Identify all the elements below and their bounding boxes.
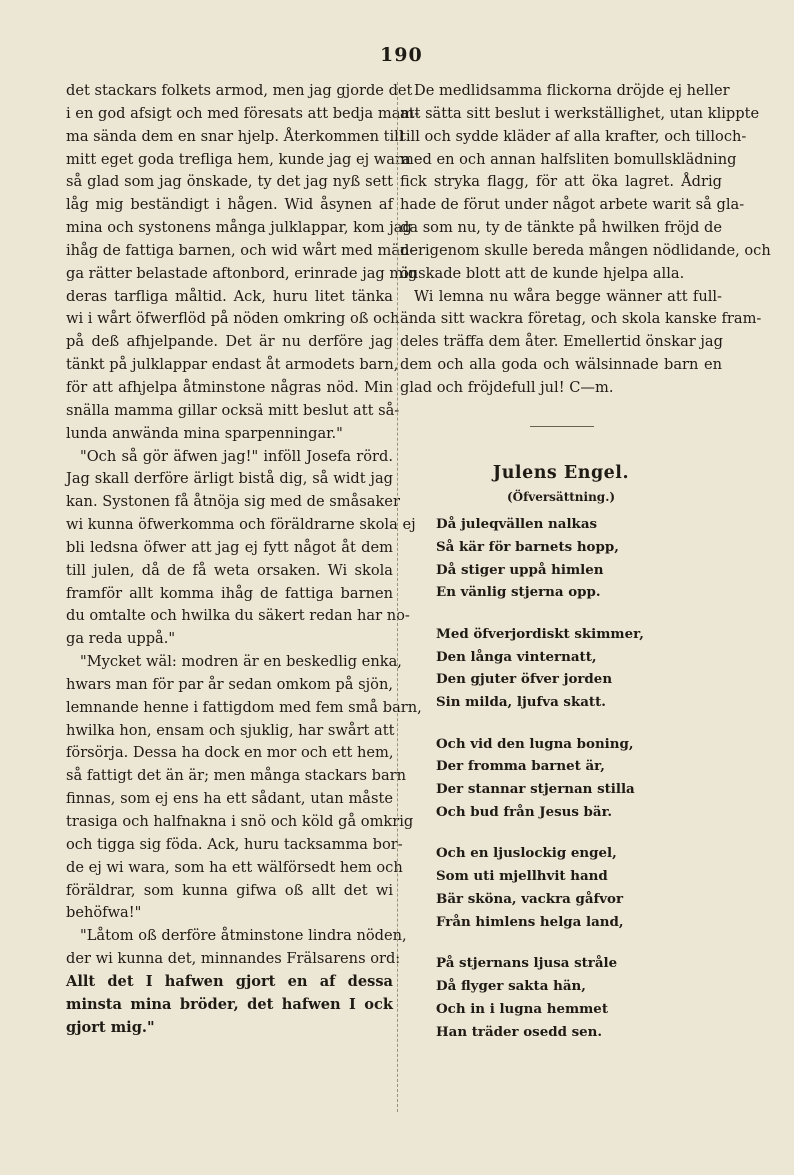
text-line: minsta mina bröder, det hafwen I ock (66, 995, 393, 1013)
poem-subtitle: (Öfversättning.) (506, 490, 616, 504)
text-line: "Låtom oß derföre åtminstone lindra nöden, (80, 927, 407, 945)
column-divider (397, 82, 398, 1112)
text-line: ga reda uppå." (66, 630, 176, 648)
poem (436, 513, 726, 1062)
text-line: du omtalte och hwilka du säkert redan har no- (66, 607, 410, 625)
text-line: till julen, då de få weta orsaken. Wi skola (66, 561, 393, 579)
text-line: "Och så gör äfwen jag!" inföll Josefa rörd. (80, 447, 393, 465)
text-line: i en god afsigt och med föresats att bedja mam- (66, 104, 420, 122)
section-rule (530, 426, 594, 427)
text-line: derigenom skulle bereda mången nödlidande, och (400, 241, 771, 259)
verse-line: Med öfverjordiskt skimmer, (436, 625, 644, 642)
text-line: "Mycket wäl: modren är en beskedlig enka, (80, 653, 402, 671)
verse-line: Den gjuter öfver jorden (436, 671, 613, 688)
verse-line: Och in i lugna hemmet (436, 1000, 609, 1017)
text-line: tänkt på julklappar endast åt armodets barn, (66, 356, 399, 374)
verse-line: Så kär för barnets hopp, (436, 538, 619, 555)
poem-stanza (436, 842, 726, 933)
text-line: de ej wi wara, som ha ett wälförsedt hem och (66, 858, 403, 876)
text-line: fick stryka flagg, för att öka lagret. Ådrig (400, 173, 722, 191)
text-line: önskade blott att de kunde hjelpa alla. (400, 264, 685, 282)
text-line: da som nu, ty de tänkte på hwilken fröjd de (400, 219, 722, 237)
text-line: dem och alla goda och wälsinnade barn en (400, 356, 722, 374)
text-line: Allt det I hafwen gjort en af dessa (66, 972, 393, 990)
text-line: så fattigt det än är; men många stackars barn (66, 767, 407, 785)
text-line: låg mig beständigt i hågen. Wid åsynen af (66, 196, 393, 214)
verse-line: Som uti mjellhvit hand (436, 868, 608, 885)
text-line: gjort mig." (66, 1018, 155, 1036)
text-line: och tigga sig föda. Ack, huru tacksamma bor- (66, 835, 403, 853)
text-line: wi kunna öfwerkomma och föräldrarne skola ej (66, 516, 416, 534)
verse-line: Bär sköna, vackra gåfvor (436, 890, 624, 907)
poem-stanza (436, 952, 726, 1043)
verse-line: Der fromma barnet är, (436, 758, 605, 775)
poem-title: Julens Engel. (492, 463, 630, 483)
text-line: framför allt komma ihåg de fattiga barnen (66, 584, 393, 602)
text-line: glad och fröjdefull jul! C—m. (400, 378, 614, 396)
text-line: hwars man för par år sedan omkom på sjön, (66, 675, 393, 693)
verse-line: Då flyger sakta hän, (436, 977, 586, 994)
text-line: hwilka hon, ensam och sjuklig, har swårt att (66, 721, 395, 739)
text-line: att sätta sitt beslut i werkställighet, utan klippte (400, 104, 760, 122)
text-line: der wi kunna det, minnandes Frälsarens ord: (66, 950, 401, 968)
verse-line: Och vid den lugna boning, (436, 735, 634, 752)
text-line: Jag skall derföre ärligt bistå dig, så widt jag (66, 470, 393, 488)
verse-line: Der stannar stjernan stilla (436, 781, 635, 798)
text-line: ihåg de fattiga barnen, och wid wårt med män- (66, 241, 415, 259)
text-line: det stackars folkets armod, men jag gjorde det (66, 82, 413, 99)
verse-line: Sin milda, ljufva skatt. (436, 694, 606, 711)
right-column (400, 80, 771, 400)
verse-line: En vänlig stjerna opp. (436, 584, 601, 601)
text-line: deles träffa dem åter. Emellertid önskar jag (400, 333, 723, 351)
text-line: wi i wårt öfwerflöd på nöden omkring oß och (66, 310, 400, 328)
text-line: finnas, som ej ens ha ett sådant, utan måste (66, 790, 393, 808)
verse-line: Då stiger uppå himlen (436, 561, 604, 578)
poem-stanza (436, 623, 726, 714)
text-line: ga rätter belastade aftonbord, erinrade jag mig (66, 264, 418, 282)
verse-line: Den långa vinternatt, (436, 648, 597, 665)
text-line: lunda anwända mina sparpenningar." (66, 424, 343, 442)
text-line: för att afhjelpa åtminstone någras nöd. Min (66, 378, 393, 396)
text-line: De medlidsamma flickorna dröjde ej heller (414, 82, 730, 99)
text-line: lemnande henne i fattigdom med fem små barn, (66, 698, 422, 716)
verse-line: Då juleqvällen nalkas (436, 516, 598, 532)
text-line: till och sydde kläder af alla krafter, och tilloch- (400, 127, 747, 145)
verse-line: Han träder osedd sen. (436, 1023, 603, 1040)
text-line: deras tarfliga måltid. Ack, huru litet tänka (66, 287, 393, 305)
text-line: snälla mamma gillar ocksä mitt beslut att så- (66, 401, 400, 419)
text-line: med en och annan halfsliten bomullsklädning (400, 150, 737, 168)
left-column (66, 80, 422, 1039)
verse-line: Och en ljuslockig engel, (436, 845, 617, 862)
text-line: föräldrar, som kunna gifwa oß allt det wi (66, 881, 393, 899)
text-line: mitt eget goda trefliga hem, kunde jag ej wara (66, 150, 411, 168)
verse-line: Från himlens helga land, (436, 913, 624, 930)
text-line: hade de förut under något arbete warit så gla- (400, 196, 745, 214)
text-line: så glad som jag önskade, ty det jag nyß sett (66, 173, 393, 191)
text-line: trasiga och halfnakna i snö och köld gå omkrig (66, 813, 414, 830)
text-line: ända sitt wackra företag, och skola kanske fram- (400, 310, 762, 328)
page-number: 190 (380, 44, 423, 66)
poem-stanza (436, 513, 726, 604)
text-line: Wi lemna nu wåra begge wänner att full- (414, 287, 722, 305)
text-line: ma sända dem en snar hjelp. Återkommen till (66, 127, 404, 145)
text-line: försörja. Dessa ha dock en mor och ett hem, (66, 744, 394, 762)
text-line: behöfwa!" (66, 904, 142, 922)
text-line: mina och systonens många julklappar, kom jag (66, 219, 412, 237)
verse-line: Och bud från Jesus bär. (436, 803, 613, 820)
verse-line: På stjernans ljusa stråle (436, 955, 618, 972)
text-line: kan. Systonen få åtnöja sig med de småsaker (66, 493, 400, 511)
text-line: på deß afhjelpande. Det är nu derföre jag (66, 333, 393, 351)
text-line: bli ledsna öfwer att jag ej fytt något åt dem (66, 538, 393, 556)
poem-stanza (436, 733, 726, 824)
